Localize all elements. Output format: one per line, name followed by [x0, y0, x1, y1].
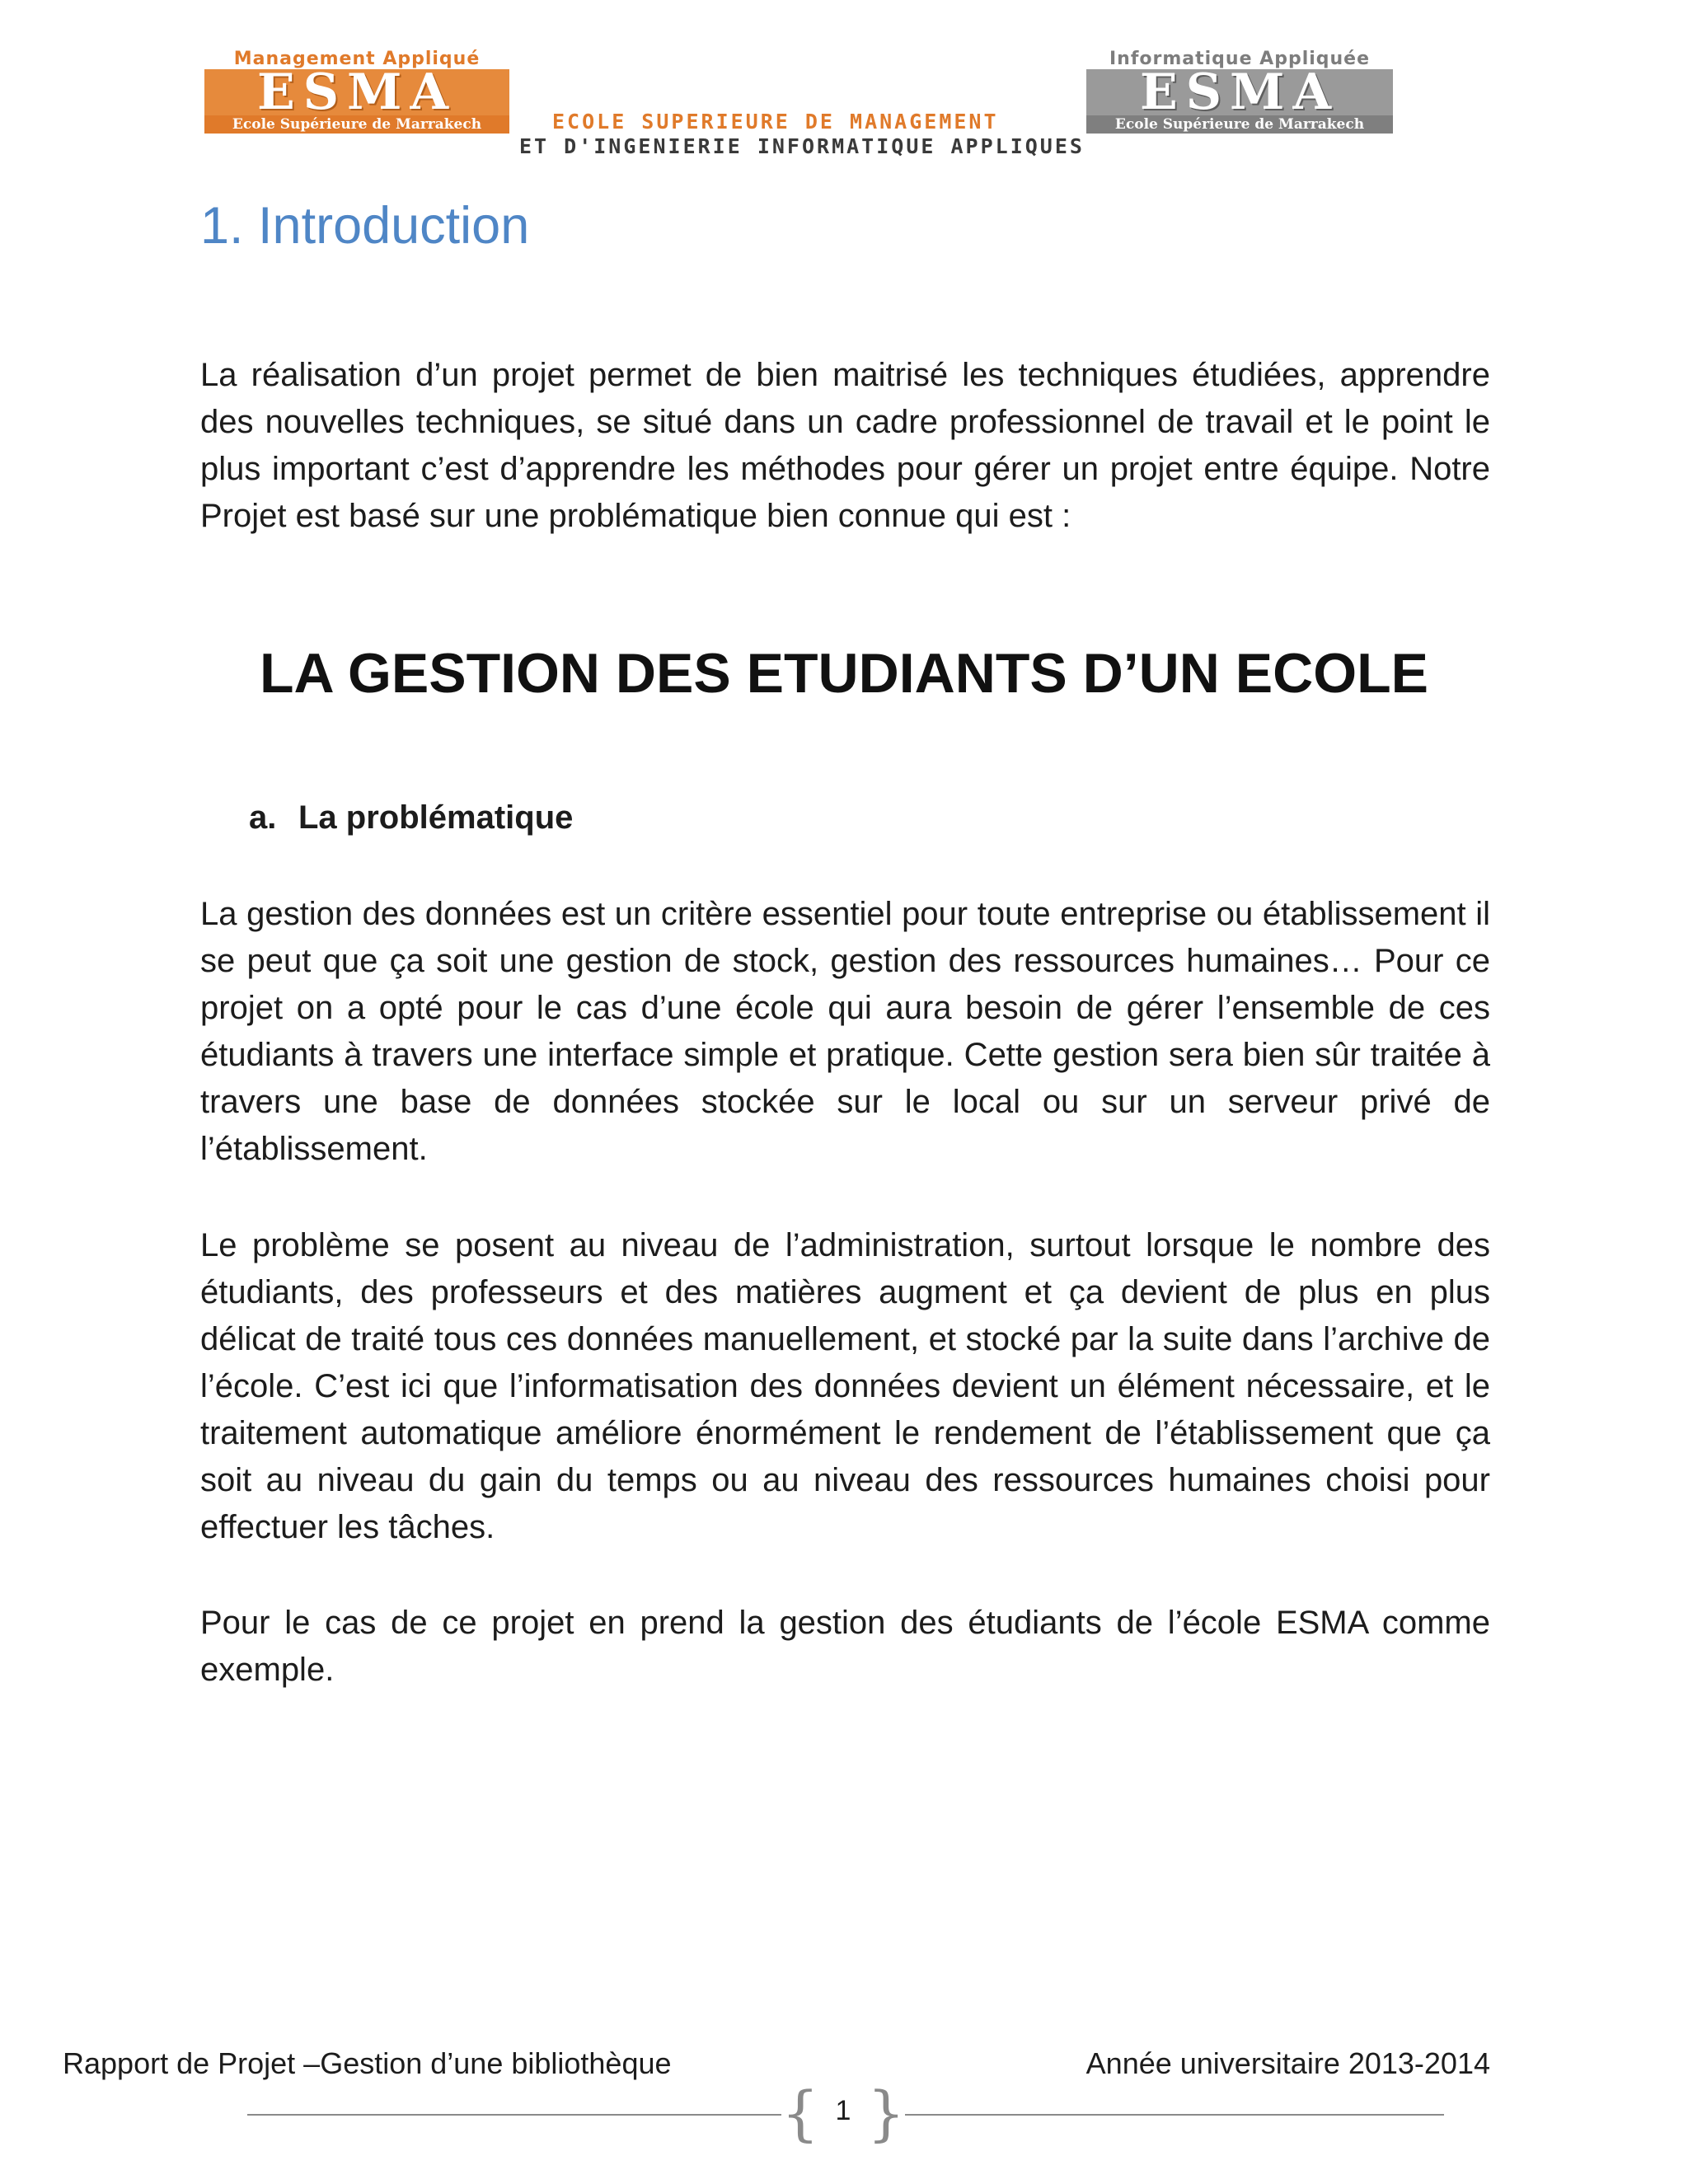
logo-tagline: Management Appliqué [233, 49, 481, 69]
subsection-letter: a. [249, 799, 277, 836]
problem-paragraph: La gestion des données est un critère essentiel pour toute entreprise ou établissement il se peut que ça soit une gestion de stock, gestion des ressources humaines… Pour ce projet on a opté pour le cas d’une école qui aura besoin de gérer l’ensemble de ces étudiants à travers une interface simple et pratique. Cette gestion sera bien sûr traitée à travers une base de données stockée sur le local ou sur un serveur privé de l’établissement. [200, 896, 1490, 1167]
intro-paragraph: La réalisation d’un projet permet de bien maitrisé les techniques étudiées, apprendre des nouvelles techniques, se situé dans un cadre professionnel de travail et le point le plus important c’est d’apprendre les méthodes pour gérer un projet entre équipe. Notre Projet est basé sur une problématique bien connue qui est : [200, 357, 1490, 534]
esma-informatique-logo [1086, 49, 1393, 136]
project-title: LA GESTION DES ETUDIANTS D’UN ECOLE [259, 642, 1428, 705]
esma-management-logo [204, 49, 509, 136]
logo-subtitle: Ecole Supérieure de Marrakech [204, 115, 509, 134]
subsection-heading [249, 799, 573, 837]
logo-wordmark: ESMA [204, 69, 509, 115]
logo-tagline: Informatique Appliquée [1109, 49, 1371, 69]
esma-paragraph: Pour le cas de ce projet en prend la gestion des étudiants de l’école ESMA comme exemple. [200, 1605, 1490, 1688]
school-name-line1: ECOLE SUPERIEURE DE MANAGEMENT [552, 110, 999, 134]
school-name-line2: ET D'INGENIERIE INFORMATIQUE APPLIQUES [519, 134, 1085, 158]
left-brace-icon: { [781, 2079, 819, 2148]
footer-academic-year: Année universitaire 2013-2014 [1085, 2046, 1490, 2080]
footer-divider-right [905, 2114, 1444, 2116]
admin-paragraph: Le problème se posent au niveau de l’administration, surtout lorsque le nombre des étudiants, des professeurs et des matières augment et ça devient de plus en plus délicat de traité tous ces données manuellement, et stocké par la suite dans l’archive de l’école. C’est ici que l’informatisation des données devient un élément nécessaire, et le traitement automatique améliore énormément le rendement de l’établissement que ça soit au niveau du gain du temps ou au niveau des ressources humaines choisi pour effectuer les tâches. [200, 1227, 1490, 1545]
logo-wordmark: ESMA [1086, 69, 1393, 115]
footer-divider-left [247, 2114, 781, 2116]
footer-report-title: Rapport de Projet –Gestion d’une bibliothèque [63, 2046, 672, 2080]
section-title: 1. Introduction [200, 197, 530, 255]
page-number-box [781, 2079, 905, 2148]
logo-subtitle: Ecole Supérieure de Marrakech [1086, 115, 1393, 134]
subsection-title: La problématique [298, 799, 574, 836]
page-number: 1 [835, 2095, 851, 2126]
right-brace-icon: } [867, 2079, 905, 2148]
